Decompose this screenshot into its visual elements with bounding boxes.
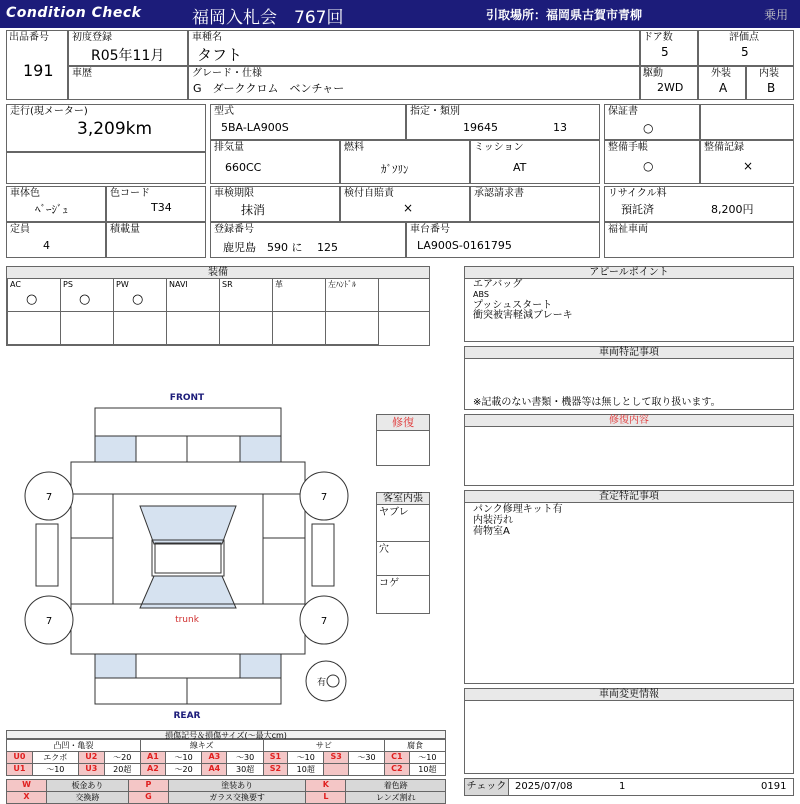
- capacity-box: [6, 222, 106, 258]
- legend-code: S1: [263, 752, 287, 764]
- service-book-value: ○: [643, 159, 654, 173]
- inspection-note-3: 荷物室A: [473, 526, 510, 537]
- appeal-panel: [464, 266, 794, 342]
- warranty-blank: [700, 104, 794, 140]
- inspection-note-1: パンク修理キット有: [473, 504, 563, 515]
- auction-title: 福岡入札会 767回: [192, 8, 344, 28]
- legend-desc: 〜10: [409, 752, 445, 764]
- history-label: 車歴: [72, 68, 92, 79]
- appeal-line-2: ABS: [473, 290, 489, 299]
- first-reg-value: R05年11月: [91, 48, 165, 64]
- equipment-mark: ○: [26, 292, 38, 307]
- equipment-mark: ○: [79, 292, 91, 307]
- equipment-grid: [7, 279, 429, 345]
- tax-value: ×: [403, 201, 414, 215]
- legend-code: S3: [324, 752, 348, 764]
- warranty-value: ○: [643, 121, 654, 135]
- mark-desc: 板金あり: [47, 780, 129, 792]
- check-bar: [464, 778, 794, 796]
- front-bumper-area[interactable]: [95, 408, 281, 436]
- tire-rr-depth: 7: [320, 616, 328, 627]
- equipment-cell-blank-5: [272, 312, 326, 345]
- exterior-label: 外装: [711, 68, 731, 79]
- grade-label: グレード・仕様: [192, 68, 262, 79]
- legend-group-scratch: 線キズ: [140, 740, 263, 752]
- legend-group-rust: サビ: [263, 740, 384, 752]
- equipment-cell-blank-0: [7, 312, 61, 345]
- first-reg-label: 初度登録: [72, 32, 112, 43]
- rear-bumper-area[interactable]: [95, 678, 281, 704]
- chassis-box: [406, 222, 600, 258]
- service-record-label: 整備記録: [704, 142, 744, 153]
- interior-row-hole: 穴: [379, 544, 389, 555]
- legend-desc: 〜10: [32, 764, 78, 776]
- check-date: 2025/07/08: [515, 781, 573, 792]
- service-book-label: 整備手帳: [608, 142, 648, 153]
- special-note: ※記載のない書類・機器等は無しとして取り扱います。: [473, 397, 721, 408]
- legend-desc: 20超: [104, 764, 140, 776]
- equipment-label: AC: [10, 280, 21, 289]
- equipment-label: NAVI: [169, 280, 188, 289]
- equipment-cell-blank-2: [113, 312, 167, 345]
- legend-code: S2: [263, 764, 287, 776]
- exterior-value: A: [719, 81, 728, 95]
- lot-box: [6, 30, 68, 100]
- legend-code: A3: [202, 752, 227, 764]
- legend-title: 損傷記号＆損傷サイズ(〜最大cm): [6, 730, 446, 739]
- approval-box: [470, 186, 600, 222]
- legend-code: U1: [7, 764, 33, 776]
- doors-box: [640, 30, 698, 66]
- spare-label: 有: [317, 678, 327, 688]
- trunk-area[interactable]: [71, 604, 305, 654]
- score-box: [698, 30, 794, 66]
- rear-window[interactable]: [140, 576, 236, 608]
- doors-value: 5: [661, 45, 669, 59]
- tax-box: [340, 186, 470, 222]
- fuel-label: 燃料: [344, 142, 364, 153]
- welfare-label: 福祉車両: [608, 224, 648, 235]
- load-label: 積載量: [110, 224, 140, 235]
- equipment-cell-0: [7, 279, 61, 312]
- left-side-panel[interactable]: [71, 494, 113, 604]
- displacement-label: 排気量: [214, 142, 244, 153]
- equipment-cell-5: [272, 279, 326, 312]
- appeal-line-1: エアバッグ: [473, 279, 523, 290]
- inspection-label: 車検期限: [214, 188, 254, 199]
- logo-text: Condition Check: [6, 5, 142, 21]
- drive-value: 2WD: [657, 81, 684, 94]
- legend-desc: 10超: [288, 764, 324, 776]
- equipment-cell-extra: [378, 279, 429, 312]
- rear-panel[interactable]: [136, 654, 240, 678]
- front-left-corner[interactable]: [95, 436, 136, 462]
- equipment-cell-1: [60, 279, 114, 312]
- inspection-notes-panel: [464, 490, 794, 684]
- reg-no-box: [210, 222, 406, 258]
- mark-desc: ガラス交換要す: [168, 792, 306, 804]
- service-book-box: [604, 140, 700, 184]
- mileage-blank: [6, 152, 206, 184]
- color-code-value: T34: [151, 201, 172, 214]
- legend-desc: 〜10: [166, 752, 202, 764]
- roof[interactable]: [152, 540, 224, 576]
- car-name-label: 車種名: [192, 32, 222, 43]
- interior-row-burn: コゲ: [379, 578, 399, 589]
- body-color-box: [6, 186, 106, 222]
- service-record-value: ×: [743, 159, 754, 173]
- check-number: 0191: [761, 781, 787, 792]
- designation-value: 19645: [463, 121, 498, 134]
- header-bar: [0, 0, 800, 28]
- capacity-value: 4: [43, 239, 50, 252]
- legend-code: A2: [140, 764, 165, 776]
- mark-code: L: [306, 792, 346, 804]
- rear-left-corner[interactable]: [95, 654, 136, 678]
- lot-no-label: 出品番号: [9, 32, 49, 43]
- trunk-label: trunk: [175, 615, 199, 625]
- recycle-fee: 8,200円: [711, 203, 754, 216]
- model-box: [210, 104, 406, 140]
- service-record-box: [700, 140, 794, 184]
- appeal-line-4: 衝突被害軽減ブレーキ: [473, 310, 573, 321]
- legend-group-dent: 凸凹・亀裂: [7, 740, 141, 752]
- inspection-notes-title: 査定特記事項: [465, 491, 793, 503]
- mark-desc: レンズ割れ: [346, 792, 446, 804]
- designation-box: [406, 104, 600, 140]
- interior-row-tear: ヤブレ: [379, 507, 409, 518]
- legend-group-corrosion: 腐食: [385, 740, 446, 752]
- special-panel: [464, 346, 794, 410]
- damage-legend: [6, 730, 446, 804]
- mileage-label: 走行(現メーター): [10, 106, 88, 117]
- score-label: 評価点: [729, 32, 759, 43]
- equipment-cell-blank-1: [60, 312, 114, 345]
- inspection-value: 抹消: [241, 203, 266, 217]
- windshield[interactable]: [140, 506, 236, 544]
- car-damage-diagram: [6, 388, 430, 724]
- right-side-panel[interactable]: [263, 494, 305, 604]
- legend-code: [324, 764, 348, 776]
- equipment-cell-blank-4: [219, 312, 273, 345]
- front-label: FRONT: [169, 393, 205, 403]
- mark-desc: 交換跡: [47, 792, 129, 804]
- mark-code: G: [128, 792, 168, 804]
- reg-no-label: 登録番号: [214, 224, 254, 235]
- legend-code: U2: [78, 752, 104, 764]
- interior-damage-box: [376, 492, 430, 614]
- legend-code: A4: [202, 764, 227, 776]
- car-name-box: [188, 30, 640, 66]
- displacement-box: [210, 140, 340, 184]
- displacement-value: 660CC: [225, 161, 262, 174]
- equipment-label: PS: [63, 280, 73, 289]
- roof-inner[interactable]: [155, 543, 221, 573]
- mileage-box: [6, 104, 206, 152]
- exterior-box: [698, 66, 746, 100]
- equipment-panel: [6, 266, 430, 346]
- tire-fr-depth: 7: [320, 492, 328, 503]
- legend-desc: [348, 764, 384, 776]
- check-count: 1: [619, 781, 626, 792]
- left-mirror-area[interactable]: [36, 524, 58, 586]
- inspection-box: [210, 186, 340, 222]
- repair-detail-title: 修復内容: [465, 415, 793, 427]
- warranty-label: 保証書: [608, 106, 638, 117]
- warranty-box: [604, 104, 700, 140]
- hood-area[interactable]: [71, 462, 305, 494]
- repair-label: 修復: [377, 415, 429, 431]
- appeal-title: アピールポイント: [465, 267, 793, 279]
- equipment-cell-blank-3: [166, 312, 220, 345]
- body-color-value: ﾍﾞｰｼﾞｭ: [35, 203, 68, 216]
- recycle-box: [604, 186, 794, 222]
- category-no-value: 13: [553, 121, 567, 134]
- equipment-cell-blank-6: [325, 312, 379, 345]
- equipment-cell-3: [166, 279, 220, 312]
- rear-right-corner[interactable]: [240, 654, 281, 678]
- model-label: 型式: [214, 106, 234, 117]
- equipment-mark: ○: [132, 292, 144, 307]
- rear-label: REAR: [173, 711, 201, 721]
- legend-marks-table: [6, 779, 446, 804]
- legend-desc: 〜30: [227, 752, 263, 764]
- interior-box: [746, 66, 794, 100]
- check-label: チェック: [465, 779, 509, 795]
- welfare-box: [604, 222, 794, 258]
- mark-code: K: [306, 780, 346, 792]
- color-code-label: 色コード: [110, 188, 150, 199]
- inspection-note-2: 内装汚れ: [473, 515, 513, 526]
- fuel-box: [340, 140, 470, 184]
- equipment-label: 革: [275, 280, 283, 289]
- legend-desc: 〜30: [348, 752, 384, 764]
- grade-box: [188, 66, 640, 100]
- mission-value: AT: [513, 161, 527, 174]
- chassis-value: LA900S-0161795: [417, 239, 512, 252]
- score-value: 5: [741, 45, 749, 59]
- body-color-label: 車体色: [10, 188, 40, 199]
- recycle-status: 預託済: [621, 203, 654, 216]
- legend-code: U3: [78, 764, 104, 776]
- equipment-cell-6: [325, 279, 379, 312]
- repair-detail-panel: [464, 414, 794, 486]
- drive-label: 駆動: [643, 68, 663, 79]
- vehicle-category: 乗用: [764, 8, 789, 22]
- legend-code: C2: [385, 764, 410, 776]
- pickup-location: 引取場所：福岡県古賀市青柳: [486, 8, 643, 22]
- equipment-label: 左ﾊﾝﾄﾞﾙ: [328, 280, 356, 289]
- legend-desc: 30超: [227, 764, 263, 776]
- spare-mark-icon: [327, 675, 339, 687]
- interior-damage-title: 客室内張: [377, 493, 429, 505]
- mission-label: ミッション: [474, 142, 524, 153]
- legend-code: U0: [7, 752, 33, 764]
- reg-no-value: 鹿児島 590 に 125: [223, 241, 338, 254]
- changes-panel: [464, 688, 794, 774]
- load-box: [106, 222, 206, 258]
- grade-value: G ダーククロム ベンチャー: [193, 82, 345, 95]
- legend-desc: エクボ: [32, 752, 78, 764]
- equipment-cell-2: [113, 279, 167, 312]
- legend-desc: 〜20: [166, 764, 202, 776]
- mark-code: W: [7, 780, 47, 792]
- model-value: 5BA-LA900S: [221, 121, 289, 134]
- mission-box: [470, 140, 600, 184]
- mark-code: P: [128, 780, 168, 792]
- lot-no-value: 191: [23, 61, 54, 80]
- fuel-value: ｶﾞｿﾘﾝ: [381, 163, 409, 176]
- legend-desc: 10超: [409, 764, 445, 776]
- legend-code: A1: [140, 752, 165, 764]
- doors-label: ドア数: [643, 32, 673, 43]
- changes-title: 車両変更情報: [465, 689, 793, 701]
- front-right-corner[interactable]: [240, 436, 281, 462]
- appeal-line-3: プッシュスタート: [473, 300, 553, 311]
- mark-code: X: [7, 792, 47, 804]
- capacity-label: 定員: [10, 224, 30, 235]
- history-box: [68, 66, 188, 100]
- equipment-label: SR: [222, 280, 233, 289]
- repair-box: [376, 414, 430, 466]
- legend-code: C1: [385, 752, 410, 764]
- first-reg-box: [68, 30, 188, 66]
- legend-desc: 〜10: [288, 752, 324, 764]
- legend-desc: 〜20: [104, 752, 140, 764]
- tire-rl-depth: 7: [45, 616, 53, 627]
- mark-desc: 塗装あり: [168, 780, 306, 792]
- interior-value: B: [767, 81, 776, 95]
- equipment-label: PW: [116, 280, 129, 289]
- chassis-label: 車台番号: [410, 224, 450, 235]
- hood-front[interactable]: [136, 436, 240, 462]
- special-title: 車両特記事項: [465, 347, 793, 359]
- tax-label: 検付自賠責: [344, 188, 394, 199]
- mark-desc: 着色跡: [346, 780, 446, 792]
- approval-label: 承認請求書: [474, 188, 524, 199]
- equipment-title: 装備: [7, 267, 429, 279]
- color-code-box: [106, 186, 206, 222]
- right-mirror-area[interactable]: [312, 524, 334, 586]
- designation-label: 指定・類別: [410, 106, 460, 117]
- recycle-label: リサイクル料: [608, 188, 667, 199]
- drive-box: [640, 66, 698, 100]
- mileage-value: 3,209km: [77, 119, 153, 139]
- interior-label: 内装: [759, 68, 779, 79]
- car-name-value: タフト: [197, 46, 243, 64]
- equipment-cell-4: [219, 279, 273, 312]
- legend-table: [6, 739, 446, 776]
- tire-fl-depth: 7: [45, 492, 53, 503]
